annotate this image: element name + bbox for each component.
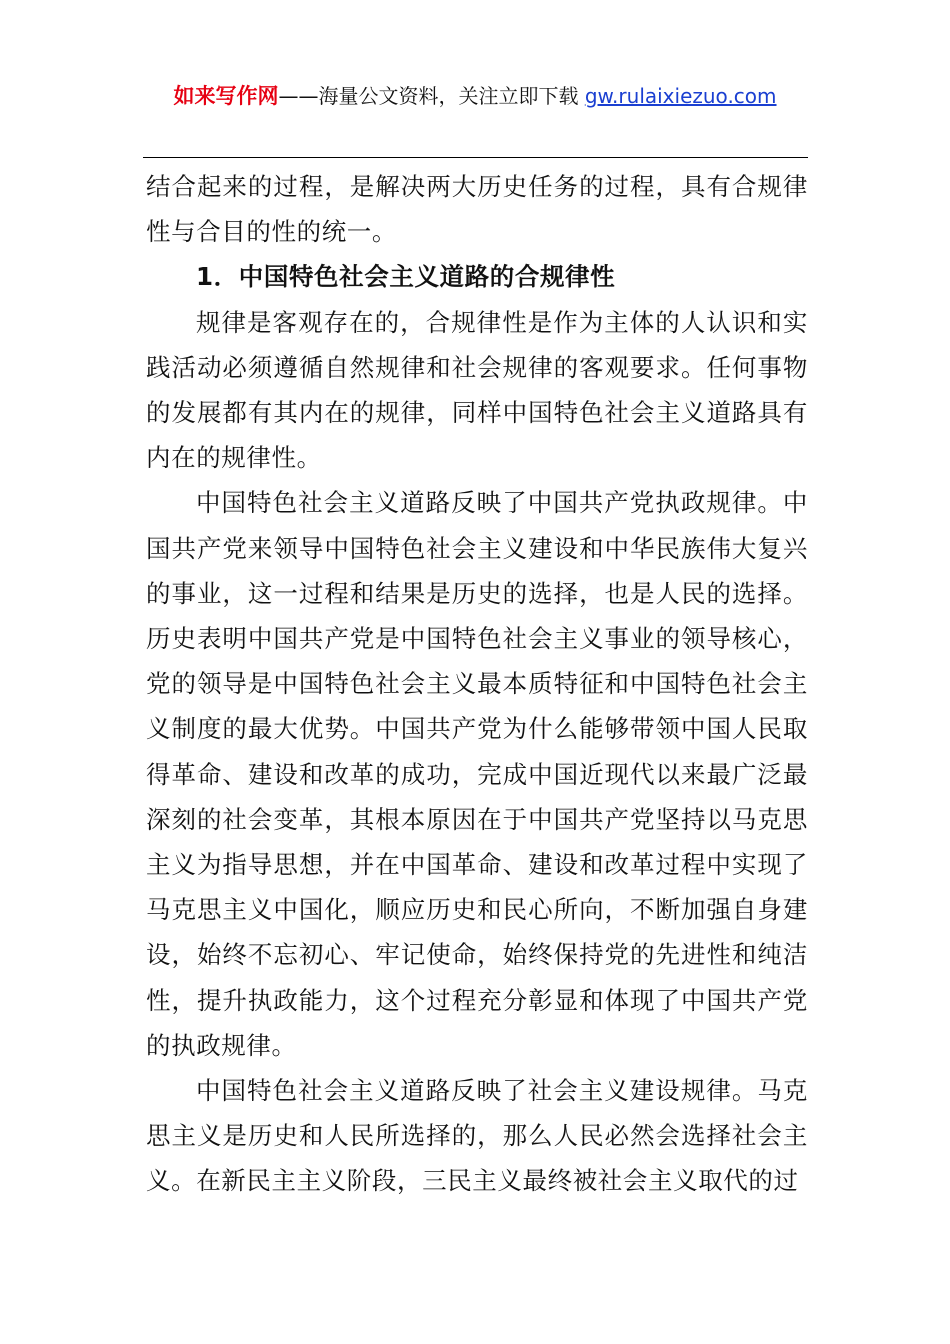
header-divider	[143, 157, 808, 158]
section-heading: 1．中国特色社会主义道路的合规律性	[196, 262, 616, 292]
header-tagline: ——海量公文资料，关注立即下载	[278, 84, 585, 108]
document-body	[146, 164, 808, 1204]
paragraph: 中国特色社会主义道路反映了社会主义建设规律。马克思主义是历史和人民所选择的，那么人民必然会选择社会主义。在新民主主义阶段，三民主义最终被社会主义取代的过	[146, 1076, 808, 1196]
document-header	[0, 80, 950, 112]
paragraph-continued: 结合起来的过程，是解决两大历史任务的过程，具有合规律性与合目的性的统一。	[146, 172, 808, 247]
brand-name: 如来写作网	[173, 84, 279, 108]
website-link[interactable]: gw.rulaixiezuo.com	[584, 84, 777, 108]
paragraph: 中国特色社会主义道路反映了中国共产党执政规律。中国共产党来领导中国特色社会主义建设和中华民族伟大复兴的事业，这一过程和结果是历史的选择，也是人民的选择。历史表明中国共产党是中国特色社会主义事业的领导核心，党的领导是中国特色社会主义最本质特征和中国特色社会主义制度的最大优势。中国共产党为什么能够带领中国人民取得革命、建设和改革的成功，完成中国近现代以来最广泛最深刻的社会变革，其根本原因在于中国共产党坚持以马克思主义为指导思想，并在中国革命、建设和改革过程中实现了马克思主义中国化，顺应历史和民心所向，不断加强自身建设，始终不忘初心、牢记使命，始终保持党的先进性和纯洁性，提升执政能力，这个过程充分彰显和体现了中国共产党的执政规律。	[146, 488, 808, 1060]
paragraph: 规律是客观存在的，合规律性是作为主体的人认识和实践活动必须遵循自然规律和社会规律的客观要求。任何事物的发展都有其内在的规律，同样中国特色社会主义道路具有内在的规律性。	[146, 307, 808, 473]
